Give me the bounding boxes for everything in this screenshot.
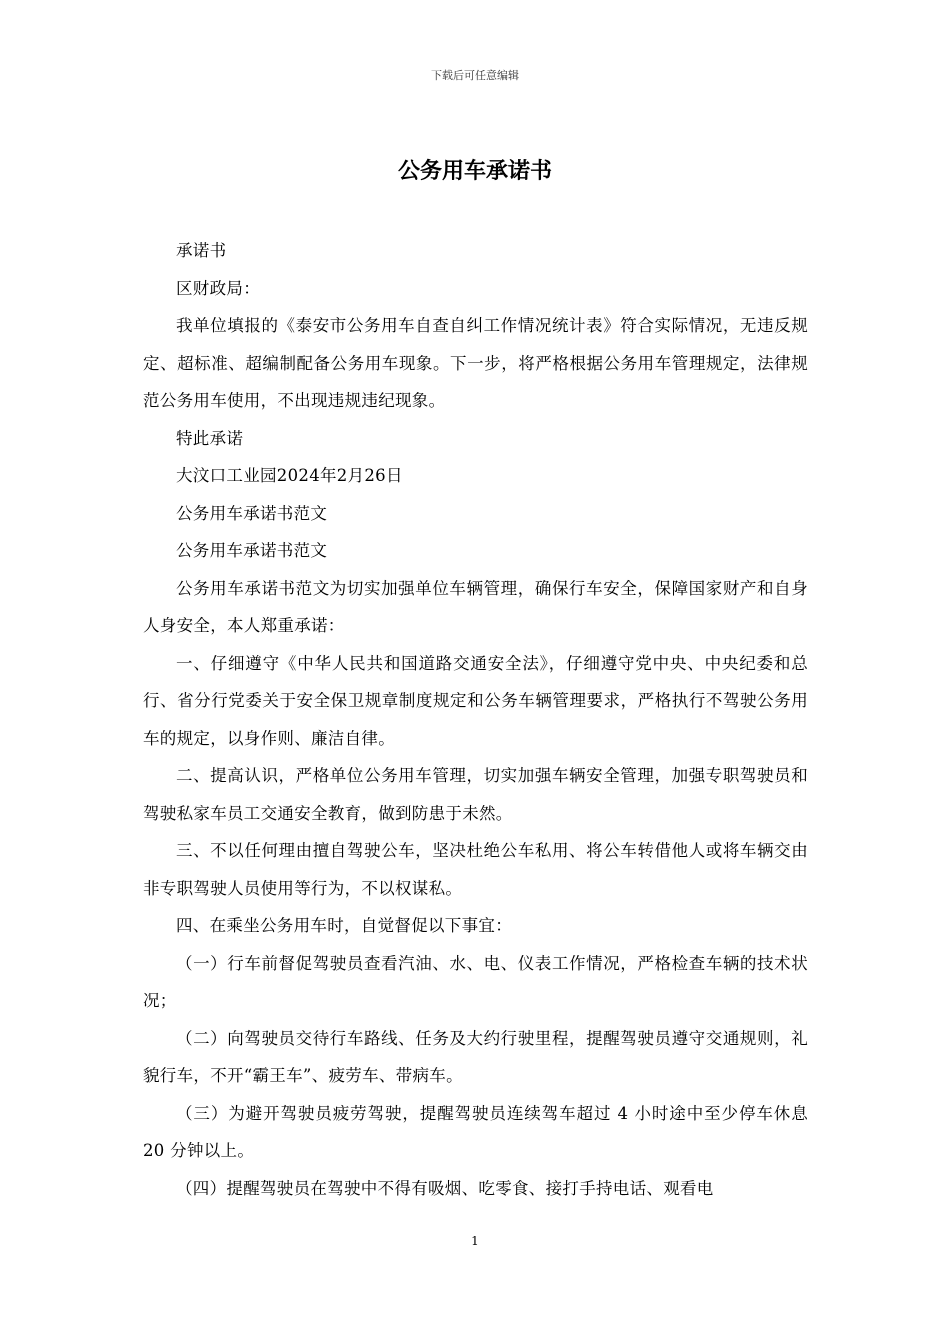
page-number: 1: [471, 1234, 479, 1248]
paragraph: （一）行车前督促驾驶员查看汽油、水、电、仪表工作情况，严格检查车辆的技术状况；: [143, 953, 808, 1010]
paragraph: 公务用车承诺书范文: [176, 541, 328, 560]
paragraph: 我单位填报的《泰安市公务用车自查自纠工作情况统计表》符合实际情况，无违反规定、超标准、超编制配备公务用车现象。下一步，将严格根据公务用车管理规定，法律规范公务用车使用，不出现违规违纪现象。: [143, 316, 808, 410]
document-body: [143, 232, 808, 1207]
paragraph: 三、不以任何理由擅自驾驶公车，坚决杜绝公车私用、将公车转借他人或将车辆交由非专职驾驶人员使用等行为，不以权谋私。: [143, 841, 808, 898]
paragraph: 四、在乘坐公务用车时，自觉督促以下事宜：: [176, 916, 512, 935]
paragraph: 大汶口工业园2024年2月26日: [176, 466, 403, 485]
header-note: 下载后可任意编辑: [431, 69, 519, 82]
document-title: 公务用车承诺书: [397, 159, 552, 184]
paragraph: 一、仔细遵守《中华人民共和国道路交通安全法》，仔细遵守党中央、中央纪委和总行、省分行党委关于安全保卫规章制度规定和公务车辆管理要求，严格执行不驾驶公务用车的规定，以身作则、廉洁自律。: [143, 653, 808, 748]
paragraph: 区财政局：: [176, 278, 260, 298]
paragraph: 二、提高认识，严格单位公务用车管理，切实加强车辆安全管理，加强专职驾驶员和驾驶私家车员工交通安全教育，做到防患于未然。: [143, 766, 808, 823]
paragraph: 公务用车承诺书范文: [176, 503, 328, 523]
paragraph: 承诺书: [176, 241, 227, 260]
paragraph: 特此承诺: [176, 428, 244, 448]
paragraph: （三）为避开驾驶员疲劳驾驶，提醒驾驶员连续驾车超过 4 小时途中至少停车休息 20 分钟以上。: [143, 1103, 808, 1160]
paragraph: （四）提醒驾驶员在驾驶中不得有吸烟、吃零食、接打手持电话、观看电: [176, 1178, 714, 1198]
paragraph: （二）向驾驶员交待行车路线、任务及大约行驶里程，提醒驾驶员遵守交通规则，礼貌行车，不开“霸王车”、疲劳车、带病车。: [143, 1028, 808, 1085]
paragraph: 公务用车承诺书范文为切实加强单位车辆管理，确保行车安全，保障国家财产和自身人身安全，本人郑重承诺：: [143, 578, 808, 635]
